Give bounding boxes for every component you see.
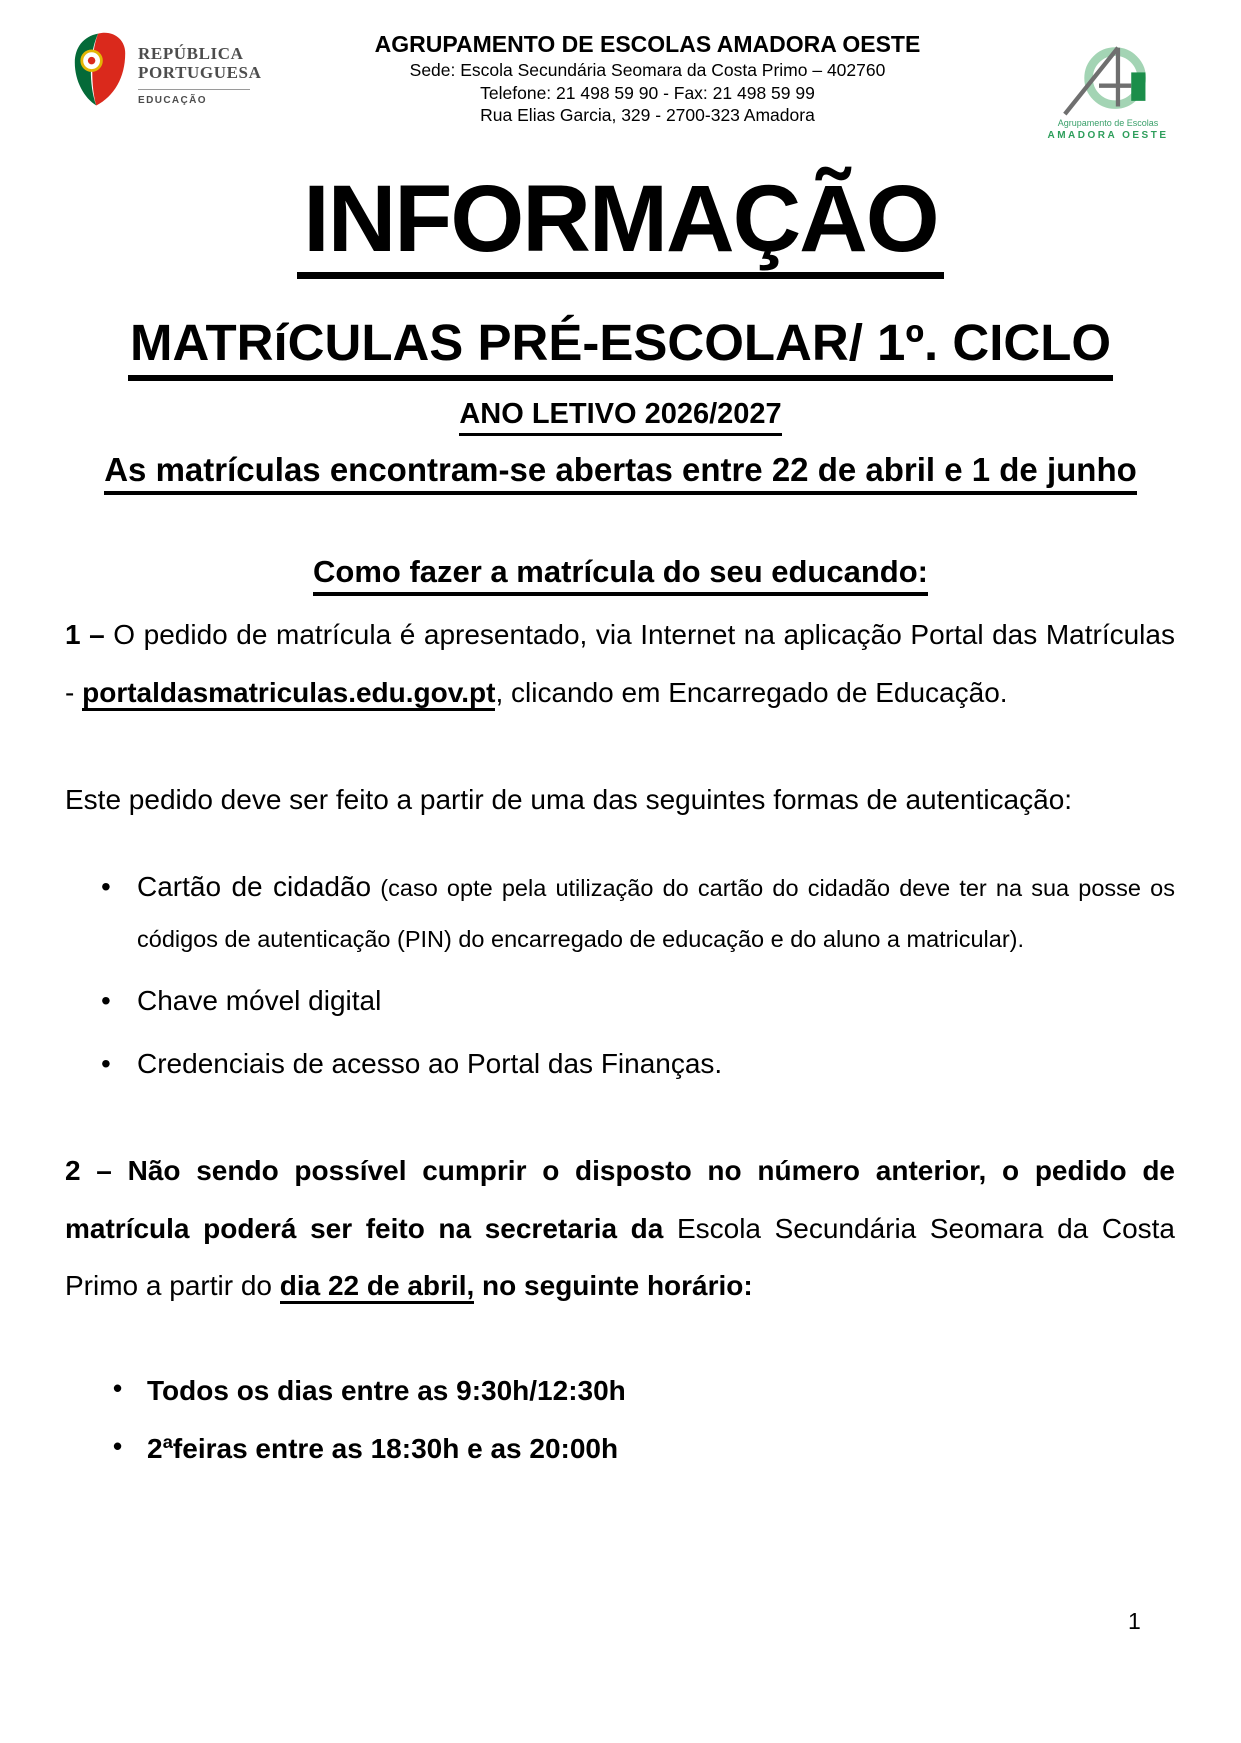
subtitle: MATRíCULAS PRÉ-ESCOLAR/ 1º. CICLO: [128, 315, 1113, 381]
auth-method-detail: (caso opte pela utilização do cartão do cidadão deve ter na sua posse os códigos de autenticação (PIN) do encarregado de educação e do aluno a matricular).: [137, 875, 1175, 953]
how-to-heading: Como fazer a matrícula do seu educando:: [313, 553, 928, 596]
auth-method-list: [65, 862, 1175, 1090]
logo-divider: [138, 89, 250, 90]
auth-method-main: Chave móvel digital: [137, 985, 382, 1017]
portuguesa-line: PORTUGUESA: [138, 63, 262, 83]
school-address-sede: Sede: Escola Secundária Seomara da Costa Primo – 402760: [409, 59, 886, 80]
republica-portuguesa-text: [138, 30, 261, 115]
paragraph-2-date-underlined: dia 22 de abril,: [280, 1270, 475, 1304]
enrollment-period: As matrículas encontram-se abertas entre 22 de abril e 1 de junho: [104, 450, 1137, 496]
amadora-logo-caption: Agrupamento de Escolas: [1057, 118, 1159, 128]
school-header-block: [262, 30, 1033, 127]
auth-intro: Este pedido deve ser feito a partir de uma das seguintes formas de autenticação:: [65, 784, 1073, 816]
amadora-oeste-logo: [1033, 30, 1183, 142]
main-title: INFORMAÇÃO: [297, 170, 943, 279]
paragraph-2: [65, 1142, 1175, 1314]
auth-method-main: Cartão de cidadão: [137, 871, 372, 903]
amadora-logo-name: AMADORA OESTE: [1047, 129, 1169, 141]
auth-method-item-portal-financas: [101, 1039, 1175, 1090]
school-street-address: Rua Elias Garcia, 329 - 2700-323 Amadora: [480, 105, 815, 126]
auth-method-item-chave-movel: [101, 976, 1175, 1027]
paragraph-2-bold-end: no seguinte horário:: [474, 1270, 753, 1302]
auth-method-item-cartao-cidadao: [101, 862, 1175, 964]
page-number: 1: [1128, 1608, 1141, 1634]
republica-portuguesa-logo: [72, 30, 262, 115]
paragraph-1-number: 1 –: [65, 619, 105, 651]
educacao-label: EDUCAÇÃO: [138, 95, 207, 107]
document-body: [0, 606, 1241, 1477]
enrollment-period-wrap: [0, 450, 1241, 496]
document-header: [0, 0, 1241, 142]
schedule-item-mondays: • 2ªfeiras entre as 18:30h e as 20:00h: [113, 1420, 1175, 1477]
paragraph-1-text-after-link: , clicando em Encarregado de Educação.: [495, 676, 1008, 708]
schedule-list: [65, 1362, 1175, 1477]
portugal-flag-icon: [72, 30, 128, 115]
main-title-wrap: [0, 165, 1241, 279]
auth-method-main: Credenciais de acesso ao Portal das Finanças.: [137, 1048, 723, 1080]
school-group-name: AGRUPAMENTO DE ESCOLAS AMADORA OESTE: [374, 31, 921, 57]
republica-line: REPÚBLICA: [138, 44, 244, 63]
paragraph-1: [65, 606, 1175, 721]
school-year-wrap: [0, 397, 1241, 436]
school-year: ANO LETIVO 2026/2027: [459, 397, 781, 436]
subtitle-wrap: [0, 315, 1241, 381]
how-to-heading-wrap: [0, 553, 1241, 596]
paragraph-1-text-before-link: O pedido de matrícula é apresentado, via Internet na aplicação Portal das Matrículas -: [65, 619, 1175, 708]
schedule-item-weekdays: • Todos os dias entre as 9:30h/12:30h: [113, 1362, 1175, 1419]
paragraph-2-bold-start: 2 – Não sendo possível cumprir o disposto no número anterior, o pedido de matrícula poderá ser feito na secretaria da: [65, 1155, 1175, 1244]
portal-matriculas-link[interactable]: portaldasmatriculas.edu.gov.pt: [82, 677, 495, 711]
school-phone-fax: Telefone: 21 498 59 90 - Fax: 21 498 59 99: [480, 82, 815, 103]
paragraph-2-school-name: Escola Secundária Seomara da Costa Primo a partir do: [65, 1212, 1175, 1302]
